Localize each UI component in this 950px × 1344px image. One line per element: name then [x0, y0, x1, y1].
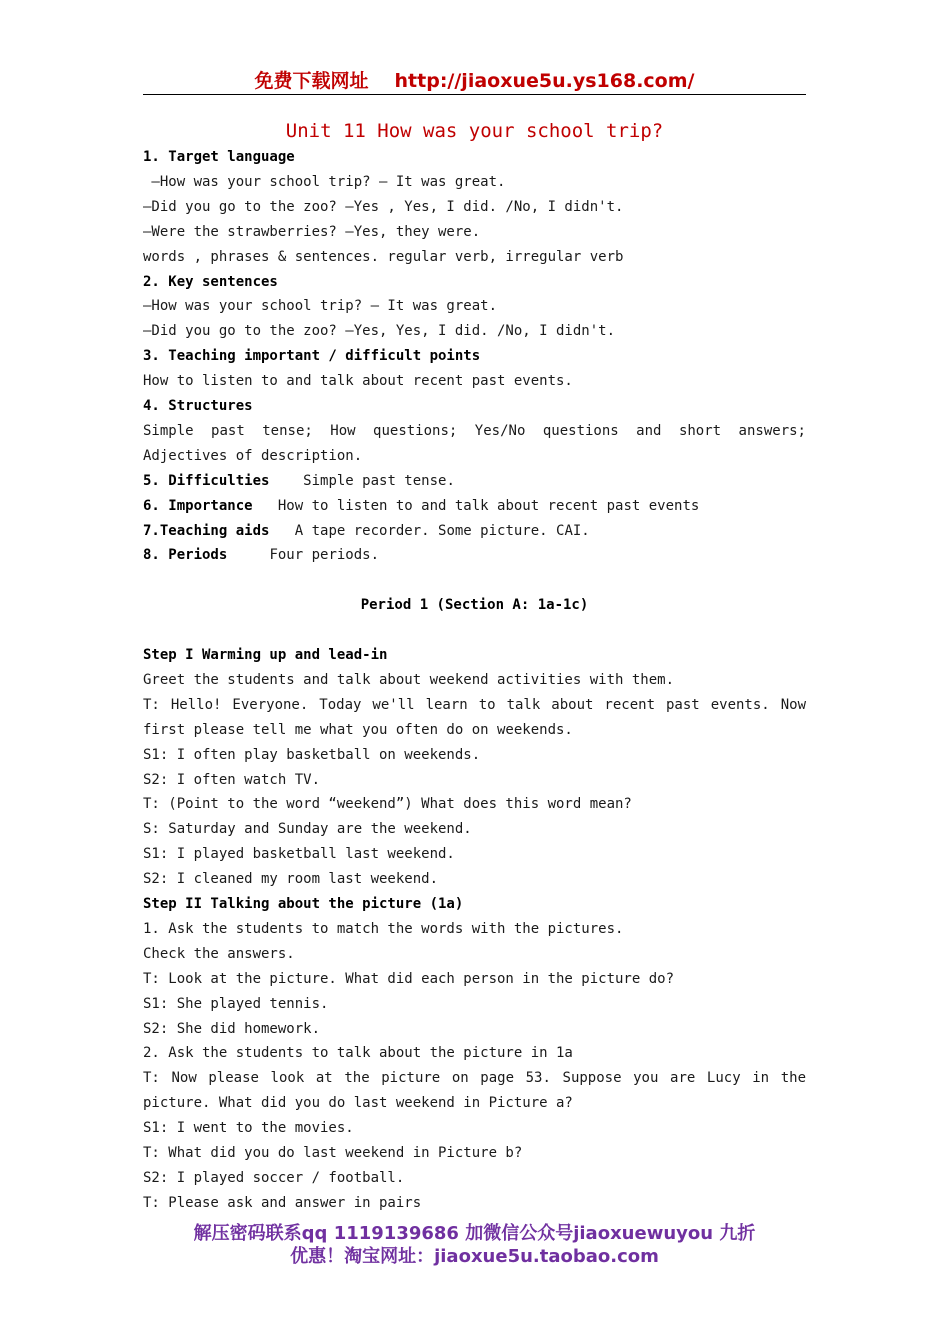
- page-header: [143, 66, 806, 93]
- line-text: S1: I went to the movies.: [143, 1120, 354, 1137]
- body-line: [143, 1066, 806, 1091]
- section-heading: 7.Teaching aids: [143, 522, 270, 539]
- body-line: [143, 294, 806, 319]
- line-text: Check the answers.: [143, 945, 295, 962]
- body-line: [143, 743, 806, 768]
- line-text: T: Please ask and answer in pairs: [143, 1194, 422, 1211]
- footer-line-1: 解压密码联系qq 1119139686 加微信公众号jiaoxuewuyou 九折: [193, 1223, 756, 1244]
- line-text: How to listen to and talk about recent past events.: [143, 373, 573, 390]
- line-text: A tape recorder. Some picture. CAI.: [269, 522, 590, 539]
- section-heading: 1. Target language: [143, 149, 295, 165]
- line-text: Adjectives of description.: [143, 447, 363, 464]
- section-heading: 8. Periods: [143, 547, 228, 564]
- header-label: 免费下载网址: [254, 70, 369, 92]
- body-line: [143, 842, 806, 867]
- section-heading: 5. Difficulties: [143, 472, 270, 489]
- body-line: [143, 170, 806, 195]
- header-rule: [143, 94, 806, 95]
- line-text: T: Hello! Everyone. Today we'll learn to talk about recent past events. Now: [143, 696, 806, 713]
- body-line: [143, 817, 806, 842]
- section-heading: 4. Structures: [143, 398, 253, 414]
- line-text: Four periods.: [227, 547, 380, 564]
- body-line: [143, 145, 806, 170]
- body-line: [143, 344, 806, 369]
- section-heading: Step II Talking about the picture (1a): [143, 896, 464, 912]
- section-heading: Step I Warming up and lead-in: [143, 647, 388, 663]
- body-line: [143, 917, 806, 942]
- line-text: —How was your school trip? — It was great.: [143, 173, 506, 190]
- body-line: [143, 867, 806, 892]
- body-line: [143, 394, 806, 419]
- body-line: [143, 892, 806, 917]
- line-text: S: Saturday and Sunday are the weekend.: [143, 821, 472, 838]
- body-line: [143, 967, 806, 992]
- line-text: —How was your school trip? — It was great.: [143, 298, 498, 315]
- body-line: [143, 992, 806, 1017]
- body-line: [143, 768, 806, 793]
- line-text: S1: I played basketball last weekend.: [143, 846, 455, 863]
- body-line: [143, 668, 806, 693]
- line-text: first please tell me what you often do on weekends.: [143, 721, 573, 738]
- body-line: [143, 195, 806, 220]
- body-line: [143, 618, 806, 643]
- line-text: Greet the students and talk about weekend activities with them.: [143, 671, 675, 688]
- section-heading: 6. Importance: [143, 497, 253, 514]
- body-line: [143, 469, 806, 494]
- header-url-link[interactable]: http://jiaoxue5u.ys168.com/: [394, 70, 695, 92]
- section-heading: 2. Key sentences: [143, 273, 278, 290]
- document-title: Unit 11 How was your school trip?: [285, 120, 664, 142]
- section-heading: 3. Teaching important / difficult points: [143, 348, 481, 365]
- line-text: S1: She played tennis.: [143, 995, 329, 1012]
- line-text: S2: She did homework.: [143, 1020, 321, 1037]
- body-line: [143, 1191, 806, 1216]
- line-text: S1: I often play basketball on weekends.: [143, 746, 481, 763]
- line-text: T: Look at the picture. What did each person in the picture do?: [143, 970, 675, 987]
- body-line: [143, 568, 806, 593]
- body-line: [143, 593, 806, 618]
- line-text: T: (Point to the word “weekend”) What does this word mean?: [143, 796, 632, 813]
- line-text: T: Now please look at the picture on page 53. Suppose you are Lucy in the: [143, 1070, 806, 1087]
- body-line: [143, 519, 806, 544]
- line-text: 1. Ask the students to match the words with the pictures.: [143, 920, 624, 937]
- body-line: [143, 942, 806, 967]
- line-text: S2: I often watch TV.: [143, 771, 321, 788]
- body-line: [143, 419, 806, 444]
- line-text: How to listen to and talk about recent past events: [252, 497, 700, 514]
- line-text: words , phrases & sentences. regular verb, irregular verb: [143, 248, 624, 265]
- footer-line-2: 优惠！淘宝网址：jiaoxue5u.taobao.com: [290, 1246, 659, 1267]
- line-text: Simple past tense; How questions; Yes/No questions and short answers;: [143, 422, 806, 439]
- body-line: [143, 245, 806, 270]
- line-text: —Did you go to the zoo? —Yes, Yes, I did. /No, I didn't.: [143, 323, 616, 340]
- body-line: [143, 693, 806, 718]
- body-line: [143, 792, 806, 817]
- line-text: picture. What did you do last weekend in Picture a?: [143, 1095, 573, 1112]
- body-line: [143, 220, 806, 245]
- body-line: [143, 643, 806, 668]
- line-text: Simple past tense.: [269, 472, 455, 489]
- line-text: S2: I played soccer / football.: [143, 1169, 405, 1186]
- body-line: [143, 270, 806, 295]
- body-line: [143, 718, 806, 743]
- body-line: [143, 543, 806, 568]
- body-line: [143, 444, 806, 469]
- line-text: T: What did you do last weekend in Picture b?: [143, 1145, 523, 1161]
- body-line: [143, 1166, 806, 1191]
- line-text: S2: I cleaned my room last weekend.: [143, 871, 439, 888]
- body-line: [143, 1017, 806, 1042]
- body-line: [143, 1091, 806, 1116]
- body-line: [143, 1041, 806, 1066]
- period-heading: Period 1 (Section A: 1a-1c): [360, 597, 589, 614]
- body-line: [143, 1141, 806, 1166]
- body-line: [143, 319, 806, 344]
- body-line: [143, 1116, 806, 1141]
- line-text: —Did you go to the zoo? —Yes , Yes, I did. /No, I didn't.: [143, 198, 624, 215]
- body-line: [143, 494, 806, 519]
- line-text: —Were the strawberries? —Yes, they were.: [143, 223, 481, 240]
- line-text: 2. Ask the students to talk about the picture in 1a: [143, 1045, 573, 1062]
- body-line: [143, 369, 806, 394]
